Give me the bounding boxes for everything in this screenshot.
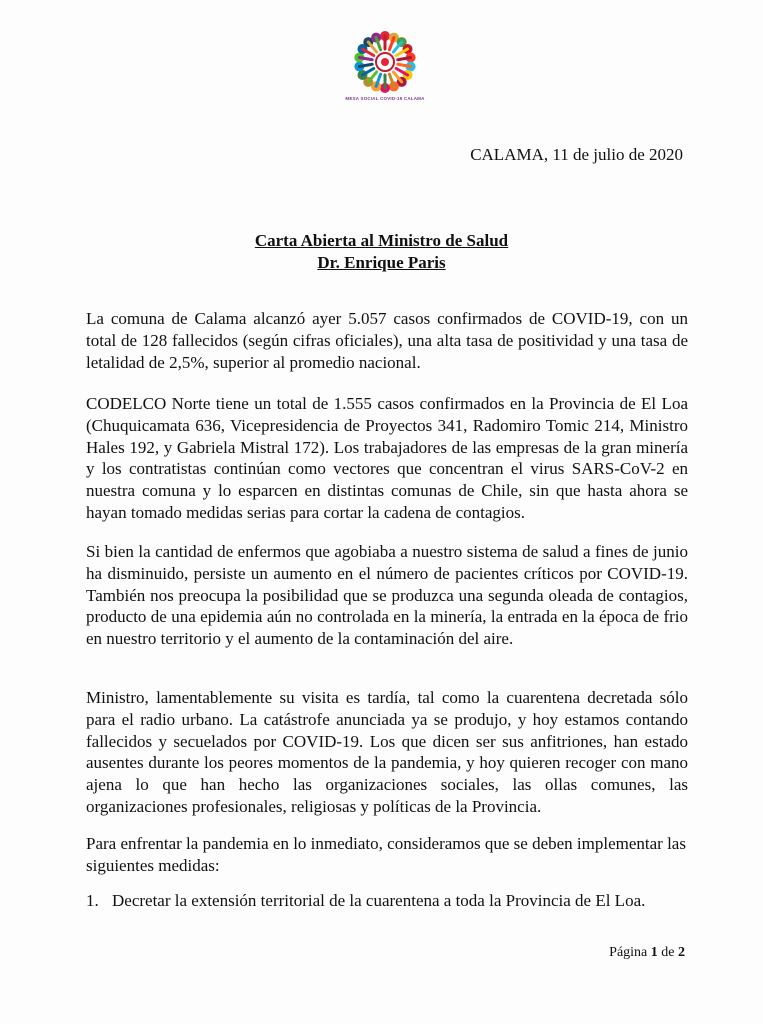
paragraph-measures-intro: Para enfrentar la pandemia en lo inmediato, consideramos que se deben implementar las siguientes medidas: [86,834,686,875]
page-label: Página [609,945,648,960]
paragraph-minister: Ministro, lamentablemente su visita es tardía, tal como la cuarentena decretada sólo para el radio urbano. La catástrofe anunciada ya se produjo, y hoy estamos contando fallecidos y secuelados por COVID-19. Los que dicen ser sus anfitriones, han estado ausentes durante los peores momentos de la pandemia, y hoy quieren recoger con mano ajena lo que han hecho las organizaciones sociales, las ollas comunes, las organizaciones profesionales, religiosas y políticas de la Provincia. [86,688,688,816]
page-number [609,945,685,961]
list-item [86,890,688,912]
paragraph-cases: La comuna de Calama alcanzó ayer 5.057 casos confirmados de COVID-19, con un total de 128 fallecidos (según cifras oficiales), una alta tasa de positividad y una tasa de letalidad de 2,5%, superior al promedio nacional. [86,309,688,372]
letter-recipient: Dr. Enrique Paris [317,253,446,272]
logo-ring-icon [340,24,430,106]
mesa-social-logo [340,24,430,106]
paragraph-codelco: CODELCO Norte tiene un total de 1.555 casos confirmados en la Provincia de El Loa (Chuquicamata 636, Vicepresidencia de Proyectos 341, Radomiro Tomic 214, Ministro Hales 192, y Gabriela Mistral 172). Los trabajadores de las empresas de la gran minería y los contratistas continúan como vectores que concentran el virus SARS-CoV-2 en nuestra comuna y lo esparcen en distintas comunas de Chile, sin que hasta ahora se hayan tomado medidas serias para cortar la cadena de contagios. [86,394,688,522]
paragraph-critical-patients: Si bien la cantidad de enfermos que agobiaba a nuestro sistema de salud a fines de junio ha disminuido, persiste un aumento en el número de pacientes críticos por COVID-19. También nos preocupa la posibilidad que se produzca una segunda oleada de contagios, producto de una epidemia aún no controlada en la minería, la entrada en la época de frio en nuestro territorio y el aumento de la contaminación del aire. [86,542,688,649]
letter-title: Carta Abierta al Ministro de Salud [254,231,509,250]
list-item-text: Decretar la extensión territorial de la cuarentena a toda la Provincia de El Loa. [112,891,646,910]
logo-virus-dot [381,58,389,66]
page-separator: de [661,945,675,960]
page-total: 2 [678,945,685,960]
logo-caption: MESA SOCIAL COVID-19 CALAMA [345,96,425,101]
letter-date: CALAMA, 11 de julio de 2020 [470,145,683,164]
list-item-number: 1. [86,891,99,910]
page-current: 1 [650,945,658,960]
